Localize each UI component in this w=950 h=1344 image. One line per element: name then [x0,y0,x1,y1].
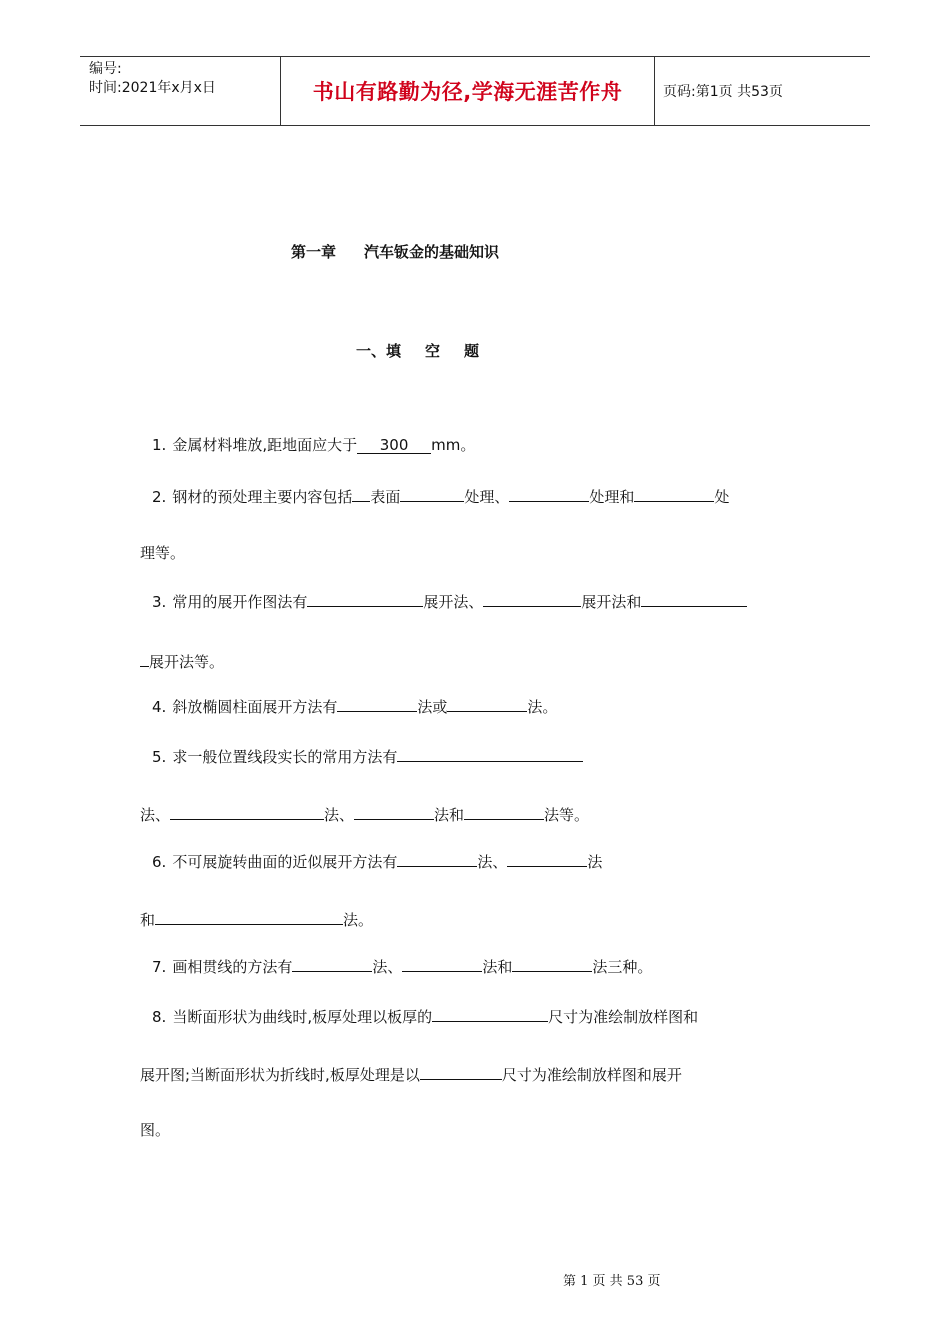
question-text: 处理、 [464,488,510,506]
question-text: 尺寸为准绘制放样图和 [548,1008,699,1026]
question-text: 常用的展开作图法有 [172,593,308,611]
question-text: 和 [140,911,156,929]
question-text: 当断面形状为曲线时,板厚处理以板厚的 [172,1008,433,1026]
answer-blank [402,955,482,972]
answer-blank [140,650,149,667]
question-3 [152,590,747,612]
answer-blank [354,803,434,820]
question-text: 法、 [324,806,355,824]
page-header [80,56,870,126]
question-text: 法。 [343,911,374,929]
question-8-continued [140,1063,682,1085]
question-number: 1. [152,436,167,454]
question-2-continued: 理等。 [140,544,186,562]
question-5 [152,745,583,767]
question-text: 法和 [482,958,513,976]
chapter-title [291,241,499,262]
page-info: 页码:第1页 共53页 [663,84,783,100]
question-number: 7. [152,958,167,976]
answer-blank [400,485,464,502]
question-text: 钢材的预处理主要内容包括 [172,488,353,506]
page-footer: 第 1 页 共 53 页 [563,1274,661,1289]
section-title [356,340,479,361]
question-6-continued [140,908,373,930]
question-number: 8. [152,1008,167,1026]
question-text: 金属材料堆放,距地面应大于 [172,436,358,454]
question-text: mm。 [431,436,476,454]
answer-blank [352,485,370,502]
question-1 [152,435,475,455]
answer-blank [464,803,544,820]
answer-blank [397,850,477,867]
question-8 [152,1005,698,1027]
question-text: 不可展旋转曲面的近似展开方法有 [172,853,398,871]
question-number: 3. [152,593,167,611]
question-text: 求一般位置线段实长的常用方法有 [172,748,398,766]
question-text: 法 [587,853,603,871]
question-text: 画相贯线的方法有 [172,958,293,976]
answer-blank [447,695,527,712]
question-text: 法、 [140,806,171,824]
question-number: 6. [152,853,167,871]
question-6 [152,850,602,872]
header-meta-cell [80,57,281,125]
question-text: 法、 [477,853,508,871]
number-label: 编号: [89,61,122,77]
answer-blank [170,803,324,820]
question-7 [152,955,652,977]
chapter-name: 汽车钣金的基础知识 [364,243,500,261]
question-text: 法、 [372,958,403,976]
answer-blank [307,590,423,607]
question-4 [152,695,557,717]
answer-blank [337,695,417,712]
answer-blank [420,1063,502,1080]
question-text: 处 [714,488,730,506]
chapter-number: 第一章 [291,243,337,261]
answer-blank [292,955,372,972]
question-text: 法三种。 [592,958,653,976]
question-8-continued-2: 图。 [140,1121,171,1139]
question-number: 2. [152,488,167,506]
question-2 [152,485,729,507]
answer-blank [507,850,587,867]
answer-blank [155,908,343,925]
answer-blank [483,590,581,607]
question-text: 展开图;当断面形状为折线时,板厚处理是以 [140,1066,420,1084]
section-title-part: 一、填 [356,342,402,360]
question-text: 法。 [527,698,558,716]
answer-blank [634,485,714,502]
question-text: 法和 [434,806,465,824]
question-text: 展开法和 [581,593,642,611]
section-title-part: 题 [464,342,480,360]
question-answer: 表面 [370,488,401,506]
motto: 书山有路勤为径,学海无涯苦作舟 [312,80,623,104]
question-number: 4. [152,698,167,716]
question-text: 斜放椭圆柱面展开方法有 [172,698,338,716]
question-5-continued [140,803,589,825]
question-text: 处理和 [589,488,635,506]
answer-blank [641,590,747,607]
question-text: 展开法等。 [149,653,225,671]
question-text: 尺寸为准绘制放样图和展开 [501,1066,682,1084]
question-number: 5. [152,748,167,766]
header-motto-cell [281,57,655,125]
question-text: 展开法、 [423,593,484,611]
question-text: 法或 [417,698,448,716]
header-page-cell [655,57,878,125]
answer-blank [397,745,583,762]
answer-blank [509,485,589,502]
answer-blank [512,955,592,972]
time-label: 时间:2021年x月x日 [89,80,216,96]
answer-blank: 300 [357,437,431,454]
answer-blank [432,1005,548,1022]
section-title-part: 空 [425,342,441,360]
question-3-continued [140,650,224,672]
question-text: 法等。 [544,806,590,824]
